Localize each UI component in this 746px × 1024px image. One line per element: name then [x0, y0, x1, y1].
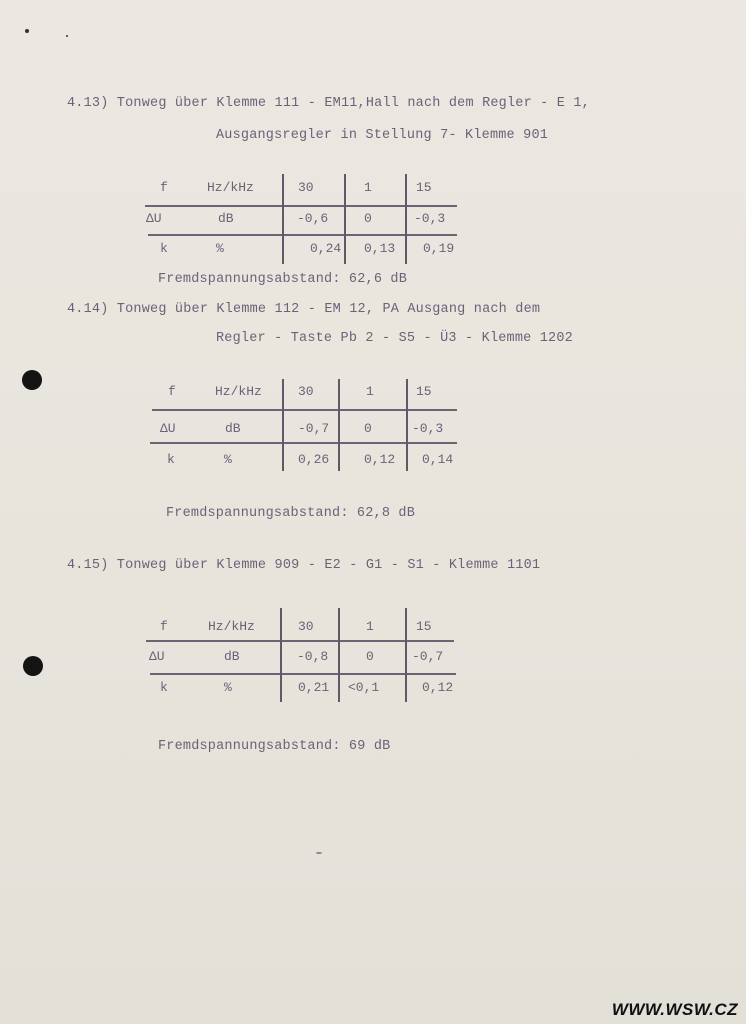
value-15khz-percent: 0,19 [423, 241, 455, 256]
paper-speck [66, 35, 68, 37]
table-column-divider [406, 379, 408, 471]
section-4-14-heading-line2: Regler - Taste Pb 2 - S5 - Ü3 - Klemme 1202 [216, 331, 573, 346]
value-30hz-percent: 0,26 [298, 452, 330, 467]
row-unit-percent: % [224, 680, 232, 695]
value-1khz-db: 0 [366, 649, 374, 664]
table-column-divider [282, 379, 284, 471]
section-4-14-footer: Fremdspannungsabstand: 62,8 dB [166, 506, 416, 521]
row-unit-db: dB [225, 421, 241, 436]
value-30hz-db: -0,7 [298, 421, 330, 436]
table-header-1: 1 [366, 384, 374, 399]
k-label: k [160, 241, 168, 256]
table-header-15: 15 [416, 619, 432, 634]
table-header-f: f [168, 384, 176, 399]
section-4-15-footer: Fremdspannungsabstand: 69 dB [158, 739, 391, 754]
table-header-unit: Hz/kHz [215, 384, 262, 399]
table-rule [146, 640, 454, 642]
table-header-30: 30 [298, 619, 314, 634]
value-15khz-percent: 0,14 [422, 452, 454, 467]
section-4-14-heading-line1: 4.14) Tonweg über Klemme 112 - EM 12, PA Ausgang nach dem [67, 302, 541, 317]
table-rule [150, 673, 456, 675]
table-rule [145, 205, 457, 207]
value-15khz-percent: 0,12 [422, 680, 454, 695]
table-header-30: 30 [298, 180, 314, 195]
k-label: k [160, 680, 168, 695]
site-watermark: WWW.WSW.CZ [611, 1000, 738, 1019]
section-4-13-heading-line2: Ausgangsregler in Stellung 7- Klemme 901 [216, 128, 549, 143]
table-header-f: f [160, 180, 168, 195]
paper-speck [316, 852, 322, 854]
value-30hz-percent: 0,21 [298, 680, 330, 695]
section-4-13-heading-line1: 4.13) Tonweg über Klemme 111 - EM11,Hall nach dem Regler - E 1, [67, 96, 590, 111]
section-4-13-footer: Fremdspannungsabstand: 62,6 dB [158, 272, 408, 287]
table-column-divider [405, 174, 407, 264]
delta-u-label: ΔU [149, 649, 165, 664]
table-column-divider [344, 174, 346, 264]
table-rule [152, 409, 457, 411]
value-30hz-db: -0,8 [297, 649, 329, 664]
delta-u-label: ΔU [146, 211, 162, 226]
value-1khz-percent: 0,13 [364, 241, 396, 256]
value-30hz-percent: 0,24 [310, 241, 342, 256]
table-column-divider [280, 608, 282, 702]
row-unit-db: dB [224, 649, 240, 664]
value-1khz-db: 0 [364, 211, 372, 226]
value-15khz-db: -0,3 [412, 421, 444, 436]
value-30hz-db: -0,6 [297, 211, 329, 226]
value-1khz-percent: <0,1 [348, 680, 380, 695]
value-15khz-db: -0,3 [414, 211, 446, 226]
table-column-divider [405, 608, 407, 702]
table-header-1: 1 [364, 180, 372, 195]
table-header-15: 15 [416, 384, 432, 399]
row-unit-percent: % [224, 452, 232, 467]
table-header-15: 15 [416, 180, 432, 195]
row-unit-db: dB [218, 211, 234, 226]
table-header-1: 1 [366, 619, 374, 634]
value-15khz-db: -0,7 [412, 649, 444, 664]
table-rule [150, 442, 457, 444]
table-column-divider [282, 174, 284, 264]
table-header-30: 30 [298, 384, 314, 399]
value-1khz-db: 0 [364, 421, 372, 436]
table-rule [148, 234, 457, 236]
k-label: k [167, 452, 175, 467]
delta-u-label: ΔU [160, 421, 176, 436]
row-unit-percent: % [216, 241, 224, 256]
table-header-unit: Hz/kHz [208, 619, 255, 634]
table-column-divider [338, 379, 340, 471]
paper-speck [25, 29, 29, 33]
table-header-unit: Hz/kHz [207, 180, 254, 195]
punch-hole-lower [23, 656, 43, 676]
table-column-divider [338, 608, 340, 702]
value-1khz-percent: 0,12 [364, 452, 396, 467]
table-header-f: f [160, 619, 168, 634]
punch-hole-upper [22, 370, 42, 390]
section-4-15-heading-line1: 4.15) Tonweg über Klemme 909 - E2 - G1 - S1 - Klemme 1101 [67, 558, 541, 573]
